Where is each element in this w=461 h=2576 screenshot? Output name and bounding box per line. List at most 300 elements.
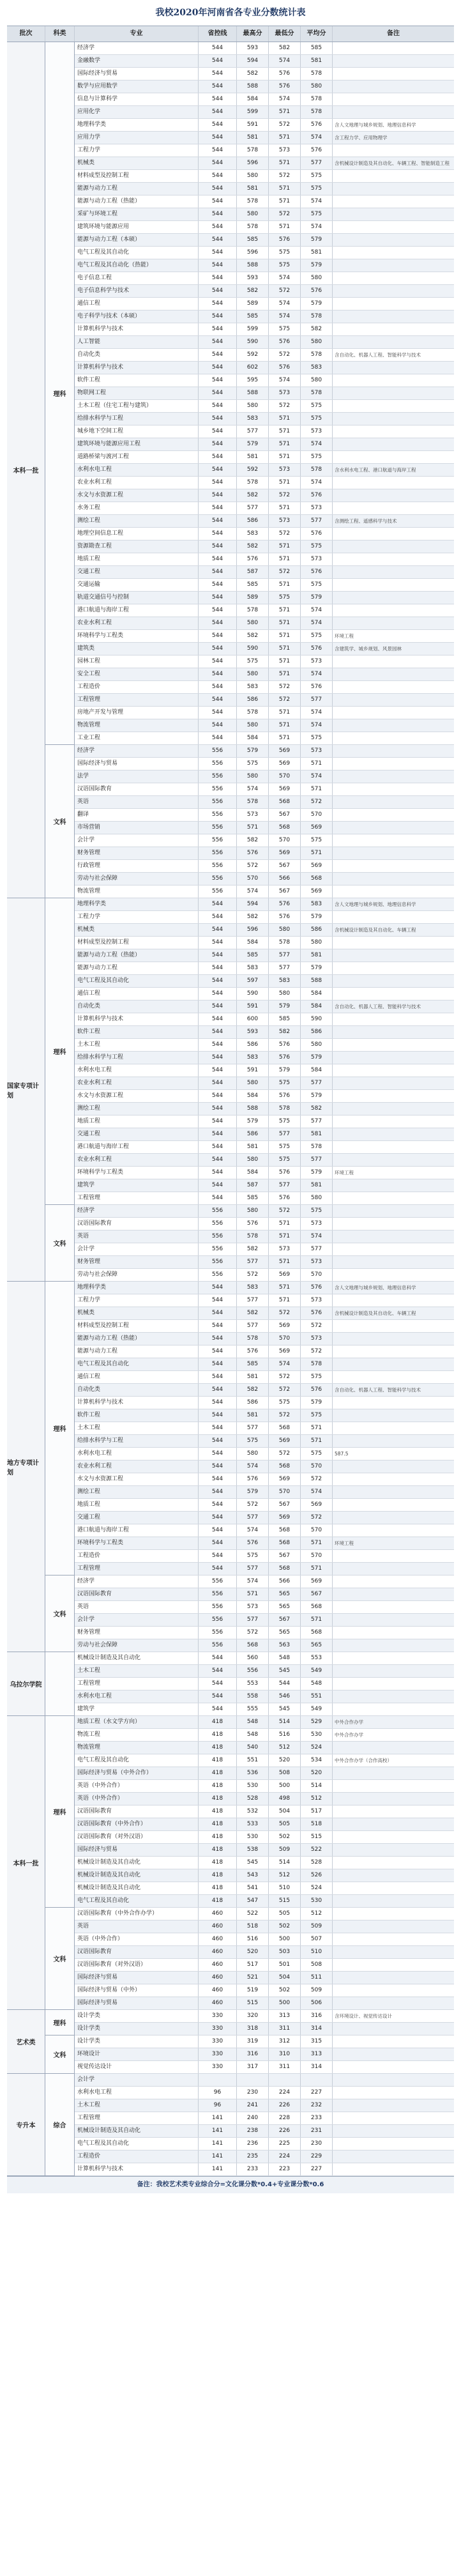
control-line-cell: 544 [199, 1486, 237, 1498]
avg-score-cell: 315 [301, 2035, 333, 2048]
min-score-cell: 573 [269, 515, 301, 527]
major-cell: 工程力学 [75, 144, 199, 157]
remark-cell [333, 2163, 454, 2175]
max-score-cell: 577 [237, 1614, 269, 1626]
avg-score-cell: 512 [301, 1908, 333, 1920]
avg-score-cell: 573 [301, 1294, 333, 1307]
min-score-cell: 565 [269, 1627, 301, 1639]
batch-merged-cell: 艺术类 [7, 2010, 45, 2074]
major-cell: 水文与水资源工程 [75, 1090, 199, 1102]
control-line-cell: 544 [199, 1103, 237, 1115]
control-line-cell: 544 [199, 106, 237, 118]
major-cell: 地质工程 [75, 553, 199, 565]
major-cell: 国际经济与贸易 [75, 68, 199, 80]
control-line-cell: 418 [199, 1742, 237, 1754]
remark-cell [333, 885, 454, 898]
remark-cell [333, 1090, 454, 1102]
remark-cell [333, 1895, 454, 1907]
max-score-cell: 577 [237, 1256, 269, 1268]
major-cell: 房地产开发与管理 [75, 707, 199, 719]
major-cell: 行政管理 [75, 860, 199, 872]
avg-score-cell: 575 [301, 732, 333, 744]
control-line-cell: 544 [199, 592, 237, 604]
max-score-cell: 530 [237, 1780, 269, 1792]
max-score-cell: 594 [237, 55, 269, 67]
header-cell: 省控线 [199, 26, 237, 42]
major-cell: 软件工程 [75, 1026, 199, 1038]
max-score-cell: 584 [237, 1167, 269, 1179]
control-line-cell: 544 [199, 1563, 237, 1575]
max-score-cell: 533 [237, 1818, 269, 1830]
remark-cell [333, 362, 454, 374]
control-line-cell: 556 [199, 1230, 237, 1243]
max-score-cell: 588 [237, 387, 269, 399]
max-score-cell: 580 [237, 1205, 269, 1217]
max-score-cell: 572 [237, 1627, 269, 1639]
control-line-cell: 460 [199, 1933, 237, 1945]
max-score-cell: 568 [237, 1639, 269, 1652]
max-score-cell: 582 [237, 834, 269, 847]
control-line-cell: 544 [199, 1499, 237, 1511]
avg-score-cell: 577 [301, 694, 333, 706]
min-score-cell: 226 [269, 2099, 301, 2112]
min-score-cell: 582 [269, 1026, 301, 1038]
avg-score-cell: 578 [301, 310, 333, 323]
remark-cell [333, 1857, 454, 1869]
min-score-cell: 572 [269, 528, 301, 540]
min-score-cell: 569 [269, 1473, 301, 1485]
max-score-cell: 590 [237, 988, 269, 1000]
max-score-cell: 580 [237, 1077, 269, 1089]
avg-score-cell: 230 [301, 2138, 333, 2150]
major-cell: 材料成型及控制工程 [75, 937, 199, 949]
avg-score-cell: 575 [301, 834, 333, 847]
major-cell: 农业水利工程 [75, 1077, 199, 1089]
major-cell: 工程管理 [75, 1678, 199, 1690]
subject-merged-cell: 文科 [45, 1205, 75, 1282]
remark-cell [333, 387, 454, 399]
major-cell: 设计学类 [75, 2023, 199, 2035]
max-score-cell: 584 [237, 937, 269, 949]
min-score-cell: 569 [269, 783, 301, 795]
min-score-cell: 576 [269, 1090, 301, 1102]
avg-score-cell: 574 [301, 132, 333, 144]
min-score-cell: 565 [269, 1601, 301, 1613]
subject-merged-cell: 综合 [45, 2074, 75, 2176]
avg-score-cell: 575 [301, 1409, 333, 1422]
max-score-cell: 582 [237, 1243, 269, 1255]
avg-score-cell: 573 [301, 553, 333, 565]
avg-score-cell: 578 [301, 93, 333, 105]
max-score-cell: 577 [237, 1563, 269, 1575]
min-score-cell: 572 [269, 285, 301, 297]
major-cell: 给排水科学与工程 [75, 1435, 199, 1447]
major-cell: 电气工程及其自动化 [75, 975, 199, 987]
remark-cell [333, 477, 454, 489]
avg-score-cell: 577 [301, 1154, 333, 1166]
control-line-cell: 330 [199, 2010, 237, 2022]
control-line-cell: 96 [199, 2099, 237, 2112]
avg-score-cell: 578 [301, 1358, 333, 1370]
avg-score-cell: 314 [301, 2061, 333, 2073]
min-score-cell: 567 [269, 885, 301, 898]
min-score-cell: 580 [269, 924, 301, 936]
min-score-cell: 568 [269, 1537, 301, 1549]
min-score-cell: 575 [269, 1141, 301, 1153]
min-score-cell: 570 [269, 1486, 301, 1498]
major-cell: 地理科学类 [75, 119, 199, 131]
avg-score-cell: 579 [301, 911, 333, 923]
major-cell: 工程管理 [75, 2112, 199, 2124]
remark-cell [333, 55, 454, 67]
max-score-cell: 536 [237, 1767, 269, 1779]
major-cell: 工程造价 [75, 681, 199, 693]
major-cell: 会计学 [75, 1614, 199, 1626]
control-line-cell: 330 [199, 2061, 237, 2073]
remark-cell: 含水利水电工程、港口航道与海岸工程 [335, 467, 416, 473]
major-cell: 英语 [75, 796, 199, 808]
control-line-cell: 544 [199, 42, 237, 54]
max-score-cell: 587 [237, 1179, 269, 1192]
avg-score-cell: 551 [301, 1690, 333, 1703]
major-cell: 建筑学 [75, 1703, 199, 1715]
control-line-cell: 544 [199, 681, 237, 693]
max-score-cell: 585 [237, 310, 269, 323]
max-score-cell: 591 [237, 1000, 269, 1013]
remark-cell: 含自动化、机器人工程、智能科学与技术 [335, 1387, 421, 1393]
remark-cell [333, 195, 454, 208]
max-score-cell: 541 [237, 1882, 269, 1894]
avg-score-cell: 570 [301, 809, 333, 821]
avg-score-cell: 569 [301, 822, 333, 834]
min-score-cell: 568 [269, 822, 301, 834]
avg-score-cell: 518 [301, 1818, 333, 1830]
max-score-cell: 586 [237, 1397, 269, 1409]
control-line-cell: 556 [199, 770, 237, 783]
avg-score-cell: 549 [301, 1703, 333, 1715]
max-score-cell: 571 [237, 1588, 269, 1600]
min-score-cell: 571 [269, 195, 301, 208]
major-cell: 经济学 [75, 42, 199, 54]
max-score-cell: 580 [237, 719, 269, 732]
control-line-cell: 544 [199, 451, 237, 463]
avg-score-cell: 571 [301, 783, 333, 795]
min-score-cell: 516 [269, 1729, 301, 1741]
avg-score-cell: 570 [301, 1524, 333, 1537]
min-score-cell: 569 [269, 1435, 301, 1447]
remark-cell [333, 975, 454, 987]
max-score-cell: 582 [237, 630, 269, 642]
control-line-cell: 544 [199, 1460, 237, 1473]
subject-merged-cell: 理科 [45, 2010, 75, 2035]
min-score-cell: 572 [269, 694, 301, 706]
avg-score-cell: 506 [301, 1997, 333, 2009]
avg-score-cell: 508 [301, 1959, 333, 1971]
min-score-cell: 571 [269, 221, 301, 233]
remark-cell [333, 719, 454, 732]
major-cell: 水利水电工程 [75, 2087, 199, 2099]
remark-cell [333, 847, 454, 859]
control-line-cell: 544 [199, 1090, 237, 1102]
major-cell: 土木工程 [75, 2099, 199, 2112]
min-score-cell: 568 [269, 1460, 301, 1473]
min-score-cell: 571 [269, 425, 301, 438]
major-cell: 工程管理 [75, 1192, 199, 1204]
avg-score-cell: 572 [301, 1512, 333, 1524]
avg-score-cell: 584 [301, 988, 333, 1000]
max-score-cell: 521 [237, 1972, 269, 1984]
min-score-cell: 574 [269, 310, 301, 323]
major-cell: 计算机科学与技术 [75, 323, 199, 335]
min-score-cell: 574 [269, 1358, 301, 1370]
avg-score-cell: 575 [301, 579, 333, 591]
remark-cell [333, 1972, 454, 1984]
max-score-cell: 538 [237, 1844, 269, 1856]
max-score-cell: 556 [237, 1665, 269, 1677]
control-line-cell: 544 [199, 1678, 237, 1690]
min-score-cell: 509 [269, 1844, 301, 1856]
avg-score-cell: 573 [301, 1256, 333, 1268]
max-score-cell: 548 [237, 1729, 269, 1741]
max-score-cell: 574 [237, 1524, 269, 1537]
max-score-cell: 589 [237, 592, 269, 604]
avg-score-cell: 570 [301, 1550, 333, 1562]
avg-score-cell: 581 [301, 55, 333, 67]
remark-cell [333, 1294, 454, 1307]
max-score-cell: 235 [237, 2150, 269, 2163]
max-score-cell: 585 [237, 949, 269, 962]
min-score-cell: 571 [269, 413, 301, 425]
max-score-cell: 578 [237, 144, 269, 157]
min-score-cell: 571 [269, 630, 301, 642]
remark-cell [333, 1486, 454, 1498]
avg-score-cell: 227 [301, 2087, 333, 2099]
control-line-cell: 544 [199, 310, 237, 323]
min-score-cell: 575 [269, 1116, 301, 1128]
min-score-cell: 571 [269, 707, 301, 719]
avg-score-cell: 573 [301, 745, 333, 757]
avg-score-cell: 574 [301, 719, 333, 732]
subject-merged-cell: 文科 [45, 1908, 75, 2010]
min-score-cell: 502 [269, 1984, 301, 1997]
remark-cell [333, 1435, 454, 1447]
min-score-cell: 577 [269, 1128, 301, 1140]
control-line-cell: 544 [199, 157, 237, 169]
remark-cell [333, 2099, 454, 2112]
max-score-cell: 582 [237, 489, 269, 502]
control-line-cell: 556 [199, 783, 237, 795]
avg-score-cell: 579 [301, 592, 333, 604]
max-score-cell: 585 [237, 1358, 269, 1370]
min-score-cell: 582 [269, 42, 301, 54]
max-score-cell: 579 [237, 1486, 269, 1498]
control-line-cell: 544 [199, 617, 237, 629]
control-line-cell: 544 [199, 195, 237, 208]
min-score-cell: 571 [269, 157, 301, 169]
avg-score-cell: 576 [301, 528, 333, 540]
remark-cell [333, 438, 454, 450]
control-line-cell: 556 [199, 1205, 237, 1217]
remark-cell [333, 1320, 454, 1332]
avg-score-cell: 575 [301, 630, 333, 642]
major-cell: 建筑学 [75, 1179, 199, 1192]
avg-score-cell: 522 [301, 1844, 333, 1856]
remark-cell [333, 962, 454, 974]
min-score-cell: 569 [269, 745, 301, 757]
remark-cell: 环境工程 [335, 1170, 354, 1176]
avg-score-cell: 581 [301, 247, 333, 259]
max-score-cell: 580 [237, 668, 269, 680]
max-score-cell: 517 [237, 1959, 269, 1971]
max-score-cell: 580 [237, 208, 269, 220]
remark-cell [333, 694, 454, 706]
control-line-cell: 544 [199, 911, 237, 923]
remark-cell [333, 1397, 454, 1409]
major-cell: 经济学 [75, 1205, 199, 1217]
control-line-cell: 544 [199, 1294, 237, 1307]
remark-cell [333, 1550, 454, 1562]
min-score-cell: 571 [269, 451, 301, 463]
max-score-cell: 591 [237, 1064, 269, 1077]
avg-score-cell: 584 [301, 1000, 333, 1013]
major-cell: 建筑环境与能源应用工程 [75, 438, 199, 450]
min-score-cell: 502 [269, 1920, 301, 1933]
major-cell: 经济学 [75, 1575, 199, 1588]
min-score-cell: 576 [269, 68, 301, 80]
avg-score-cell: 574 [301, 770, 333, 783]
min-score-cell: 310 [269, 2048, 301, 2060]
batch-merged-cell: 本科一批 [7, 42, 45, 898]
control-line-cell: 544 [199, 144, 237, 157]
control-line-cell: 141 [199, 2112, 237, 2124]
major-cell: 港口航道与海岸工程 [75, 604, 199, 617]
avg-score-cell: 574 [301, 477, 333, 489]
remark-cell [333, 834, 454, 847]
min-score-cell: 223 [269, 2163, 301, 2175]
min-score-cell: 570 [269, 834, 301, 847]
control-line-cell: 544 [199, 438, 237, 450]
min-score-cell: 502 [269, 1831, 301, 1843]
max-score-cell: 560 [237, 1652, 269, 1664]
min-score-cell: 313 [269, 2010, 301, 2022]
control-line-cell: 418 [199, 1857, 237, 1869]
max-score-cell: 577 [237, 1512, 269, 1524]
max-score-cell: 571 [237, 822, 269, 834]
major-cell: 地质工程（水文学方向） [75, 1716, 199, 1728]
remark-cell [333, 336, 454, 348]
max-score-cell: 576 [237, 1473, 269, 1485]
min-score-cell: 572 [269, 119, 301, 131]
min-score-cell: 571 [269, 656, 301, 668]
avg-score-cell: 579 [301, 259, 333, 272]
major-cell: 农业水利工程 [75, 617, 199, 629]
control-line-cell: 544 [199, 93, 237, 105]
avg-score-cell: 581 [301, 1128, 333, 1140]
remark-cell [333, 425, 454, 438]
major-cell: 财务管理 [75, 1627, 199, 1639]
avg-score-cell: 577 [301, 1077, 333, 1089]
max-score-cell: 581 [237, 132, 269, 144]
min-score-cell: 585 [269, 1013, 301, 1025]
min-score-cell: 578 [269, 1103, 301, 1115]
control-line-cell: 544 [199, 425, 237, 438]
avg-score-cell: 520 [301, 1767, 333, 1779]
control-line-cell: 544 [199, 1422, 237, 1434]
remark-cell [333, 1026, 454, 1038]
min-score-cell: 566 [269, 873, 301, 885]
min-score-cell: 224 [269, 2150, 301, 2163]
remark-cell [333, 1230, 454, 1243]
control-line-cell: 460 [199, 1908, 237, 1920]
remark-cell [333, 1639, 454, 1652]
max-score-cell: 585 [237, 579, 269, 591]
min-score-cell: 548 [269, 1652, 301, 1664]
avg-score-cell: 571 [301, 1537, 333, 1549]
remark-cell [333, 451, 454, 463]
min-score-cell: 571 [269, 1256, 301, 1268]
min-score-cell: 583 [269, 975, 301, 987]
max-score-cell: 583 [237, 962, 269, 974]
remark-cell [333, 617, 454, 629]
max-score-cell: 233 [237, 2163, 269, 2175]
avg-score-cell: 580 [301, 80, 333, 93]
major-cell: 农业水利工程 [75, 477, 199, 489]
remark-cell [333, 1409, 454, 1422]
major-cell: 计算机科学与技术 [75, 362, 199, 374]
max-score-cell: 588 [237, 80, 269, 93]
min-score-cell: 572 [269, 349, 301, 361]
remark-cell [333, 809, 454, 821]
remark-cell [333, 2087, 454, 2099]
major-cell: 财务管理 [75, 1256, 199, 1268]
max-score-cell: 580 [237, 770, 269, 783]
remark-cell [333, 2125, 454, 2137]
avg-score-cell: 579 [301, 298, 333, 310]
major-cell: 机械设计制造及其自动化 [75, 1857, 199, 1869]
major-cell: 水利水电工程 [75, 464, 199, 476]
remark-cell: 587.5 [335, 1451, 349, 1457]
remark-cell: 含自动化、机器人工程、智能科学与技术 [335, 352, 421, 358]
remark-cell: 含人文地理与城乡规划、地理信息科学 [335, 122, 416, 128]
remark-cell [333, 656, 454, 668]
max-score-cell: 593 [237, 1026, 269, 1038]
avg-score-cell: 572 [301, 1320, 333, 1332]
avg-score-cell: 578 [301, 349, 333, 361]
avg-score-cell: 578 [301, 68, 333, 80]
major-cell: 计算机科学与技术 [75, 2163, 199, 2175]
control-line-cell: 544 [199, 298, 237, 310]
remark-cell [333, 93, 454, 105]
avg-score-cell: 576 [301, 119, 333, 131]
major-cell: 英语 [75, 1601, 199, 1613]
min-score-cell: 575 [269, 592, 301, 604]
remark-cell [333, 1154, 454, 1166]
major-cell: 地质工程 [75, 1116, 199, 1128]
min-score-cell: 571 [269, 438, 301, 450]
major-cell: 环境设计 [75, 2048, 199, 2060]
major-cell: 财务管理 [75, 847, 199, 859]
major-cell: 汉语国际教育 [75, 1946, 199, 1958]
min-score-cell: 572 [269, 1448, 301, 1460]
remark-cell [333, 1064, 454, 1077]
major-cell: 通信工程 [75, 988, 199, 1000]
max-score-cell: 236 [237, 2138, 269, 2150]
major-cell: 机械设计制造及其自动化 [75, 2125, 199, 2137]
remark-cell [333, 1678, 454, 1690]
major-cell: 环境科学与工程类 [75, 630, 199, 642]
control-line-cell: 544 [199, 988, 237, 1000]
control-line-cell: 418 [199, 1716, 237, 1728]
